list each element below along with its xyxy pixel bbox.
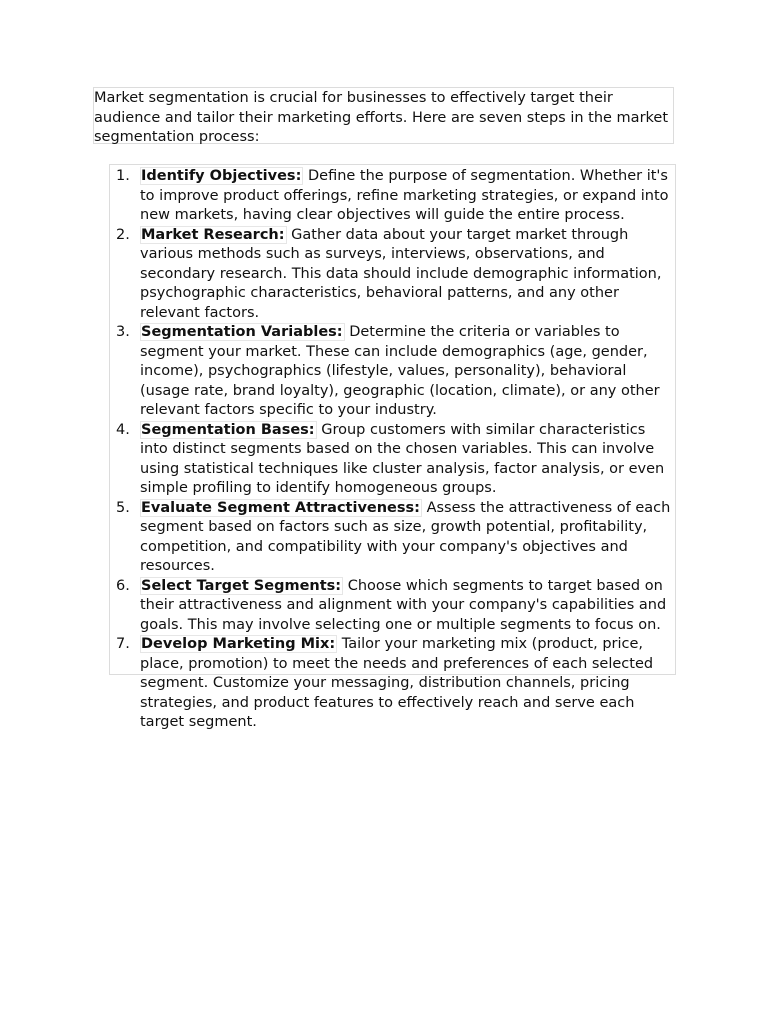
step-term: Identify Objectives: [141, 168, 302, 184]
step-number: 2. [116, 226, 130, 243]
step-term: Select Target Segments: [141, 577, 342, 594]
step-text: Tailor your marketing mix (product, price, place, promotion) to meet the needs and preferences of each selected segment. Customize your messaging, distribution channels, pricing strategies, and product features to effectively reach and serve each target segment. [140, 636, 654, 730]
intro-paragraph: Market segmentation is crucial for businesses to effectively target their audience and tailor their marketing efforts. Here are seven steps in the market segmentation process: [93, 87, 674, 144]
step-term: Market Research: [141, 226, 285, 243]
step-term: Evaluate Segment Attractiveness: [141, 499, 420, 516]
step-number: 7. [116, 636, 130, 652]
step-text: Define the purpose of segmentation. Whether it's to improve product offerings, refine marketing strategies, or expand into new markets, having clear objectives will guide the entire process. [140, 168, 669, 223]
step-text: Group customers with similar characteristics into distinct segments based on the chosen variables. This can involve using statistical techniques like cluster analysis, factor analysis, or even simple profiling to identify homogeneous groups. [140, 421, 665, 496]
step-text: Assess the attractiveness of each segment based on factors such as size, growth potential, profitability, competition, and compatibility with your company's objectives and resources. [140, 499, 671, 574]
step-term: Segmentation Bases: [141, 421, 315, 438]
list-item [116, 577, 673, 636]
steps-list-box [109, 164, 676, 730]
list-item [116, 499, 673, 577]
step-text: Gather data about your target market through various methods such as surveys, interviews, observations, and secondary research. This data should include demographic information, psychographic characteristics, behavioral patterns, and any other relevant factors. [140, 226, 662, 321]
list-item [116, 421, 673, 499]
step-text: Determine the criteria or variables to segment your market. These can include demographics (age, gender, income), psychographics (lifestyle, values, personality), behavioral (usage rate, brand loyalty), geographic (location, climate), or any other relevant factors specific to your industry. [140, 324, 660, 418]
list-item [116, 226, 673, 324]
list-item [116, 323, 673, 421]
step-number: 3. [116, 324, 130, 340]
step-number: 5. [116, 499, 130, 516]
step-text: Choose which segments to target based on their attractiveness and alignment with your company's capabilities and goals. This may involve selecting one or multiple segments to focus on. [140, 577, 667, 633]
list-item [116, 167, 673, 226]
step-term: Develop Marketing Mix: [141, 636, 336, 652]
step-number: 4. [116, 421, 130, 438]
step-number: 1. [116, 168, 130, 184]
step-number: 6. [116, 577, 130, 594]
steps-list [110, 165, 675, 733]
list-item [116, 635, 673, 733]
step-term: Segmentation Variables: [141, 324, 343, 340]
